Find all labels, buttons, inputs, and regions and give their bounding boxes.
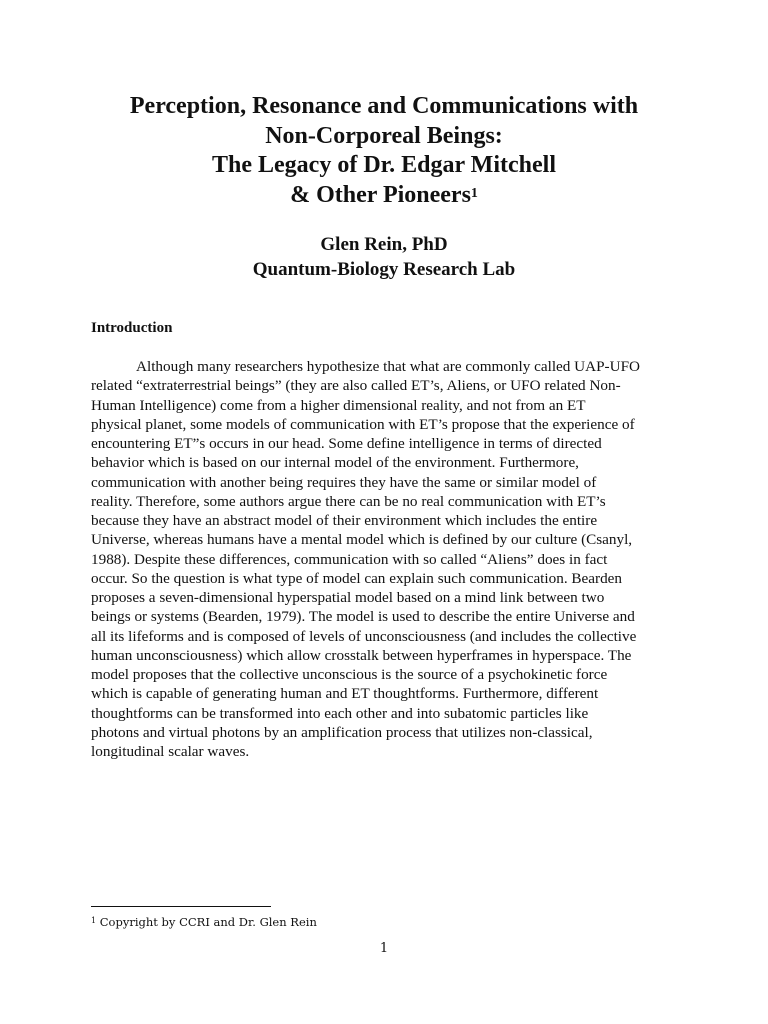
- paragraph-line: reality. Therefore, some authors argue there can be no real communication with ET’s: [91, 492, 606, 510]
- paragraph-line: behavior which is based on our internal model of the environment. Furthermore,: [91, 454, 579, 472]
- paragraph-line: Universe, whereas humans have a mental model which is defined by our culture (Csanyl,: [91, 531, 633, 549]
- section-heading: Introduction: [91, 320, 173, 336]
- title-line-text: & Other Pioneers: [290, 181, 471, 208]
- paragraph-line: occur. So the question is what type of model can explain such communication. Bearden: [91, 569, 623, 587]
- paragraph-line: photons and virtual photons by an amplification process that utilizes non-classical,: [91, 723, 593, 741]
- paragraph-line: beings or systems (Bearden, 1979). The model is used to describe the entire Universe and: [91, 608, 635, 626]
- footnote: [91, 914, 317, 930]
- paragraph-line: because they have an abstract model of their environment which includes the entire: [91, 512, 598, 529]
- title-line: [0, 181, 768, 211]
- paragraph-line: Human Intelligence) come from a higher dimensional reality, and not from an ET: [91, 396, 586, 414]
- paragraph-line: thoughtforms can be transformed into each other and into subatomic particles like: [91, 704, 589, 722]
- title-footnote-marker: 1: [470, 185, 478, 201]
- title-line: Perception, Resonance and Communications with: [129, 93, 639, 119]
- paragraph-line: encountering ET”s occurs in our head. Some define intelligence in terms of directed: [91, 435, 602, 452]
- paragraph-line: communication with another being requires they have the same or similar model of: [91, 473, 597, 491]
- author-block: [0, 232, 768, 282]
- paragraph-line: proposes a seven-dimensional hyperspatial model based on a mind link between two: [91, 589, 605, 606]
- paragraph-line: which is capable of generating human and ET thoughtforms. Furthermore, different: [91, 685, 599, 703]
- document-title: [0, 92, 768, 210]
- title-line: Non-Corporeal Beings:: [265, 122, 503, 149]
- paragraph-line: model proposes that the collective unconscious is the source of a psychokinetic force: [91, 666, 608, 683]
- paragraph-line: physical planet, some models of communication with ET’s propose that the experience of: [91, 415, 635, 433]
- paragraph-line: all its lifeforms and is composed of levels of unconsciousness (and includes the collective: [91, 627, 637, 645]
- paragraph-line: Although many researchers hypothesize that what are commonly called UAP-UFO: [136, 358, 640, 375]
- footnote-text: Copyright by CCRI and Dr. Glen Rein: [96, 915, 317, 929]
- title-line: The Legacy of Dr. Edgar Mitchell: [212, 152, 556, 178]
- paragraph-line: 1988). Despite these differences, communication with so called “Aliens” does in fact: [91, 550, 608, 568]
- author-affiliation: Quantum-Biology Research Lab: [252, 259, 516, 280]
- paragraph-line: longitudinal scalar waves.: [91, 743, 250, 760]
- page-number: 1: [379, 941, 389, 956]
- footnote-marker: 1: [91, 916, 97, 925]
- paragraph-line: human unconsciousness) which allow crosstalk between hyperframes in hyperspace. The: [91, 646, 632, 664]
- paragraph-line: related “extraterrestrial beings” (they are also called ET’s, Aliens, or UFO related Non-: [91, 377, 621, 395]
- introduction-paragraph: [91, 357, 679, 761]
- author-name: Glen Rein, PhD: [320, 234, 448, 255]
- footnote-divider: [91, 906, 271, 907]
